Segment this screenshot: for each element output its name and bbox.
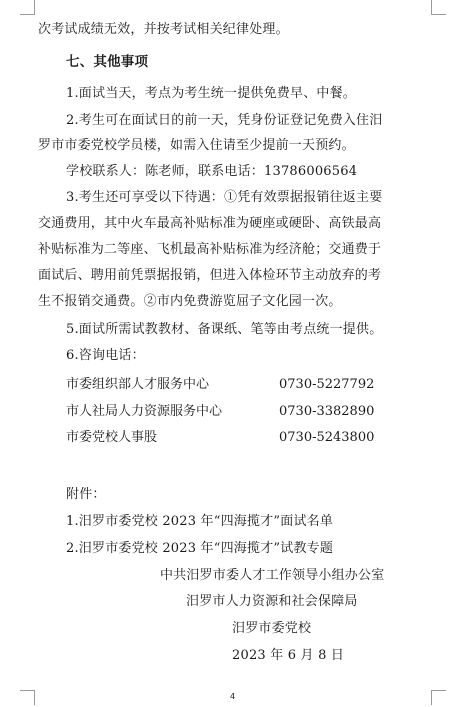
item-2-line-1: 2.考生可在面试日的前一天，凭身份证登记免费入住汨 bbox=[66, 113, 383, 128]
item-5-materials: 5.面试所需试教教材、备课纸、笔等由考点统一提供。 bbox=[66, 322, 383, 337]
page-number: 4 bbox=[230, 692, 236, 701]
item-3-line-4: 面试后、聘用前凭票据报销，但进入体检环节主动放弃的考 bbox=[38, 268, 382, 283]
item-2-line-2: 罗市市委党校学员楼，如需入住请至少提前一天预约。 bbox=[38, 138, 355, 153]
crop-mark-top-right bbox=[431, 0, 446, 15]
contact-phone: 0730-3382890 bbox=[279, 404, 375, 419]
item-3-line-5: 生不报销交通费。②市内免费游览屈子文化园一次。 bbox=[38, 294, 342, 309]
item-3-line-3: 补贴标准为二等座、飞机最高补贴标准为经济舱；交通费于 bbox=[38, 242, 382, 257]
crop-mark-top-left bbox=[20, 0, 35, 15]
school-contact: 学校联系人：陈老师，联系电话：13786006564 bbox=[66, 164, 358, 179]
issuer-org-3: 汨罗市委党校 bbox=[232, 621, 312, 636]
item-6-hotline-label: 6.咨询电话： bbox=[66, 348, 145, 363]
attachment-item: 2.汨罗市委党校 2023 年“四海揽才”试教专题 bbox=[66, 541, 334, 556]
contact-phone: 0730-5243800 bbox=[279, 430, 375, 445]
attachment-item: 1.汨罗市委党校 2023 年“四海揽才”面试名单 bbox=[66, 514, 334, 529]
item-3-line-1: 3.考生还可享受以下待遇：①凭有效票据报销往返主要 bbox=[66, 190, 383, 205]
continuation-line: 次考试成绩无效，并按考试相关纪律处理。 bbox=[38, 22, 289, 37]
issue-date: 2023 年 6 月 8 日 bbox=[232, 648, 345, 663]
section-heading: 七、其他事项 bbox=[66, 54, 149, 70]
issuer-org-1: 中共汨罗市委人才工作领导小组办公室 bbox=[160, 568, 385, 583]
crop-mark-bottom-left bbox=[20, 690, 35, 705]
contact-name: 市人社局人力资源服务中心 bbox=[66, 404, 223, 419]
crop-mark-bottom-right bbox=[431, 690, 446, 705]
item-1-meals: 1.面试当天，考点为考生统一提供免费早、中餐。 bbox=[66, 86, 357, 101]
contact-phone: 0730-5227792 bbox=[279, 377, 375, 392]
item-3-line-2: 交通费用，其中火车最高补贴标准为硬座或硬卧、高铁最高 bbox=[38, 216, 382, 231]
contact-name: 市委党校人事股 bbox=[66, 430, 158, 445]
issuer-org-2: 汨罗市人力资源和社会保障局 bbox=[186, 594, 358, 609]
attachments-label: 附件： bbox=[66, 487, 106, 502]
contact-name: 市委组织部人才服务中心 bbox=[66, 377, 210, 392]
